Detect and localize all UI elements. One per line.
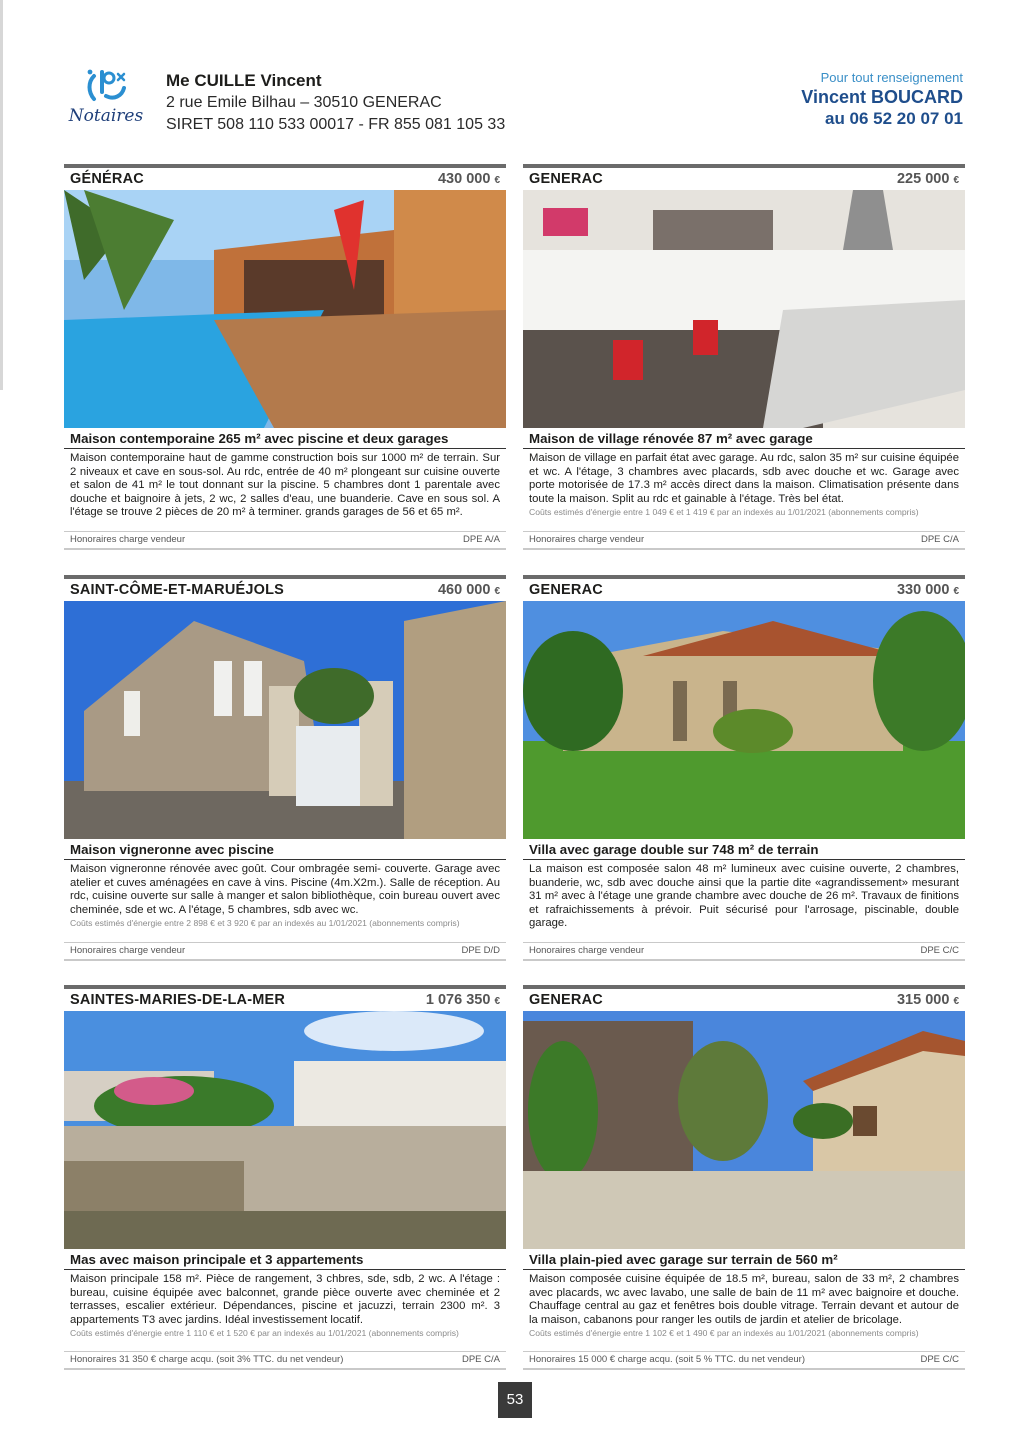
- listing-headline: Maison contemporaine 265 m² avec piscine et deux garages: [70, 431, 449, 446]
- contact-phone[interactable]: au 06 52 20 07 01: [824, 109, 963, 128]
- listing-headline: Villa plain-pied avec garage sur terrain de 560 m²: [529, 1252, 838, 1267]
- contact-block: [801, 70, 963, 129]
- listing-footer: [64, 531, 506, 550]
- listing-headline: Maison vigneronne avec piscine: [70, 842, 274, 857]
- office-name: Me CUILLE Vincent: [166, 71, 322, 90]
- listing-price: 1 076 350 €: [425, 992, 500, 1008]
- card-titlebar: [523, 168, 965, 190]
- listing-description: Maison principale 158 m². Pièce de rangement, 3 chbres, sde, sdb, 2 wc. A l'étage : bureau, cuisine équipée avec balconnet, grande pièce ouverte avec cheminée et 2 terrasses, escalier extérieur. Dépendances, piscine et jacuzzi, terrain 2300 m². 3 appartements T3 avec jardins. Idéal investissement locatif.: [70, 1273, 500, 1326]
- listing-town: SAINT-CÔME-ET-MARUÉJOLS: [70, 582, 285, 598]
- listing-footer: [523, 942, 965, 961]
- listing-photo-mas-courtyard[interactable]: [64, 1011, 506, 1249]
- listing-dpe: DPE C/A: [920, 534, 959, 545]
- listing-town: GENERAC: [529, 582, 603, 598]
- card-titlebar: [64, 579, 506, 601]
- listing-card[interactable]: [64, 575, 506, 961]
- contact-person: [801, 87, 963, 108]
- headline-rule: [64, 859, 506, 860]
- listing-energy-costs: Coûts estimés d'énergie entre 1 102 € et 1 490 € par an indexés au 1/01/2021 (abonnements compris): [529, 1328, 919, 1339]
- headline-rule: [523, 859, 965, 860]
- listing-dpe: DPE D/D: [461, 945, 500, 956]
- listing-photo-kitchen[interactable]: [523, 190, 965, 428]
- card-titlebar: [64, 168, 506, 190]
- listing-town: GENERAC: [529, 171, 603, 187]
- listing-headline: Villa avec garage double sur 748 m² de terrain: [529, 842, 819, 857]
- headline-rule: [523, 1269, 965, 1270]
- card-titlebar: [523, 989, 965, 1011]
- listing-card[interactable]: [64, 985, 506, 1371]
- listing-town: GÉNÉRAC: [70, 171, 144, 187]
- listing-dpe: DPE C/C: [920, 1354, 959, 1365]
- notaires-emblem-icon: [64, 66, 148, 106]
- listing-price: 430 000 €: [437, 171, 500, 187]
- contact-last-name: BOUCARD: [871, 87, 963, 107]
- listing-energy-costs: Coûts estimés d'énergie entre 2 898 € et 3 920 € par an indexés au 1/01/2021 (abonnements compris): [70, 918, 460, 929]
- listing-price: 225 000 €: [896, 171, 959, 187]
- listing-description: Maison contemporaine haut de gamme construction bois sur 1000 m² de terrain. Sur 2 niveaux et cave en sous-sol. Au rdc, entrée de 40 m² plongeant sur cuisine ouverte et salon de 41 m² le tout donnant sur la piscine. 5 chambres dont 1 parentale avec douche et baignoire à jets, 2 wc, 2 salles d'eau, une buanderie. Cave en sous sol. A l'étage se trouve 2 pièces de 20 m² à terminer. grands garages de 56 et 65 m².: [70, 452, 500, 519]
- headline-rule: [523, 448, 965, 449]
- listing-fees: Honoraires charge vendeur: [70, 945, 186, 956]
- office-siret: SIRET 508 110 533 00017 - FR 855 081 105 33: [166, 116, 506, 133]
- listing-footer: [64, 1351, 506, 1370]
- listing-town: SAINTES-MARIES-DE-LA-MER: [70, 992, 286, 1008]
- card-titlebar: [64, 989, 506, 1011]
- headline-rule: [64, 448, 506, 449]
- contact-first-name: Vincent: [801, 87, 866, 107]
- listing-energy-costs: Coûts estimés d'énergie entre 1 049 € et 1 419 € par an indexés au 1/01/2021 (abonnements compris): [529, 507, 919, 518]
- listing-description: Maison composée cuisine équipée de 18.5 m², bureau, salon de 33 m², 2 chambres avec placards, wc avec lavabo, une salle de bain de 11 m² avec baignoire et douche. Chauffage central au gaz et fenêtres bois double vitrage. Terrain devant et autour de la maison, cabanons pour ranger les outils de jardin et atelier de bricolage.: [529, 1273, 959, 1326]
- listing-photo-stone-house[interactable]: [64, 601, 506, 839]
- headline-rule: [64, 1269, 506, 1270]
- listing-photo-plain-pied-villa[interactable]: [523, 1011, 965, 1249]
- office-info: [166, 70, 505, 136]
- listing-fees: Honoraires 15 000 € charge acqu. (soit 5 % TTC. du net vendeur): [529, 1354, 806, 1365]
- listing-card[interactable]: [523, 985, 965, 1371]
- listing-card[interactable]: [523, 164, 965, 550]
- listing-headline: Mas avec maison principale et 3 appartements: [70, 1252, 364, 1267]
- listing-fees: Honoraires 31 350 € charge acqu. (soit 3% TTC. du net vendeur): [70, 1354, 344, 1365]
- listing-town: GENERAC: [529, 992, 603, 1008]
- listing-dpe: DPE A/A: [463, 534, 500, 545]
- page-edge: [0, 0, 3, 390]
- listing-description: Maison vigneronne rénovée avec goût. Cour ombragée semi- couverte. Garage avec atelier et cuves aménagées en cave à vins. Piscine (4m.X2m.). Salle de réception. Au rdc, cuisine ouverte sur salle à manger et salon bibliothèque, coin bureau ouvert avec cheminée, sde et wc. A l'étage, 5 chambres, sdb avec wc.: [70, 863, 500, 916]
- listing-card[interactable]: [523, 575, 965, 961]
- listing-footer: [523, 1351, 965, 1370]
- notaires-wordmark: Notaires: [68, 106, 144, 126]
- contact-lead: Pour tout renseignement: [820, 70, 963, 85]
- listing-footer: [523, 531, 965, 550]
- listing-description: Maison de village en parfait état avec garage. Au rdc, salon 35 m² sur cuisine équipée et wc. A l'étage, 3 chambres avec placards, sdb avec douche et wc. Garage avec porte motorisée de 17.3 m² accès direct dans la maison. Climatisation présente dans toute la maison. Split au rdc et gainable à l'étage. Très bel état.: [529, 452, 959, 505]
- listing-dpe: DPE C/A: [461, 1354, 500, 1365]
- listing-dpe: DPE C/C: [920, 945, 959, 956]
- listing-price: 330 000 €: [896, 582, 959, 598]
- office-address: 2 rue Emile Bilhau – 30510 GENERAC: [166, 94, 442, 111]
- page-number: 53: [498, 1382, 532, 1418]
- listing-price: 460 000 €: [437, 582, 500, 598]
- listing-photo-pool-house[interactable]: [64, 190, 506, 428]
- listing-energy-costs: Coûts estimés d'énergie entre 1 110 € et 1 520 € par an indexés au 1/01/2021 (abonnements compris): [70, 1328, 459, 1339]
- listing-headline: Maison de village rénovée 87 m² avec garage: [529, 431, 813, 446]
- card-titlebar: [523, 579, 965, 601]
- listing-description: La maison est composée salon 48 m² lumineux avec cuisine ouverte, 2 chambres, buanderie, wc, sdb avec douche ainsi que la partie dite «agrandissement» mesurant 31 m² avec à l'étage une grande chambre avec douche de 26 m². Travaux de finitions et rafraichissements à prévoir. Puit sécurisé pour l'arrosage, piscinable, double garage.: [529, 863, 959, 930]
- listing-fees: Honoraires charge vendeur: [70, 534, 186, 545]
- listing-fees: Honoraires charge vendeur: [529, 945, 645, 956]
- listing-price: 315 000 €: [896, 992, 959, 1008]
- listing-footer: [64, 942, 506, 961]
- listing-fees: Honoraires charge vendeur: [529, 534, 645, 545]
- listing-photo-villa-garden[interactable]: [523, 601, 965, 839]
- listing-card[interactable]: [64, 164, 506, 550]
